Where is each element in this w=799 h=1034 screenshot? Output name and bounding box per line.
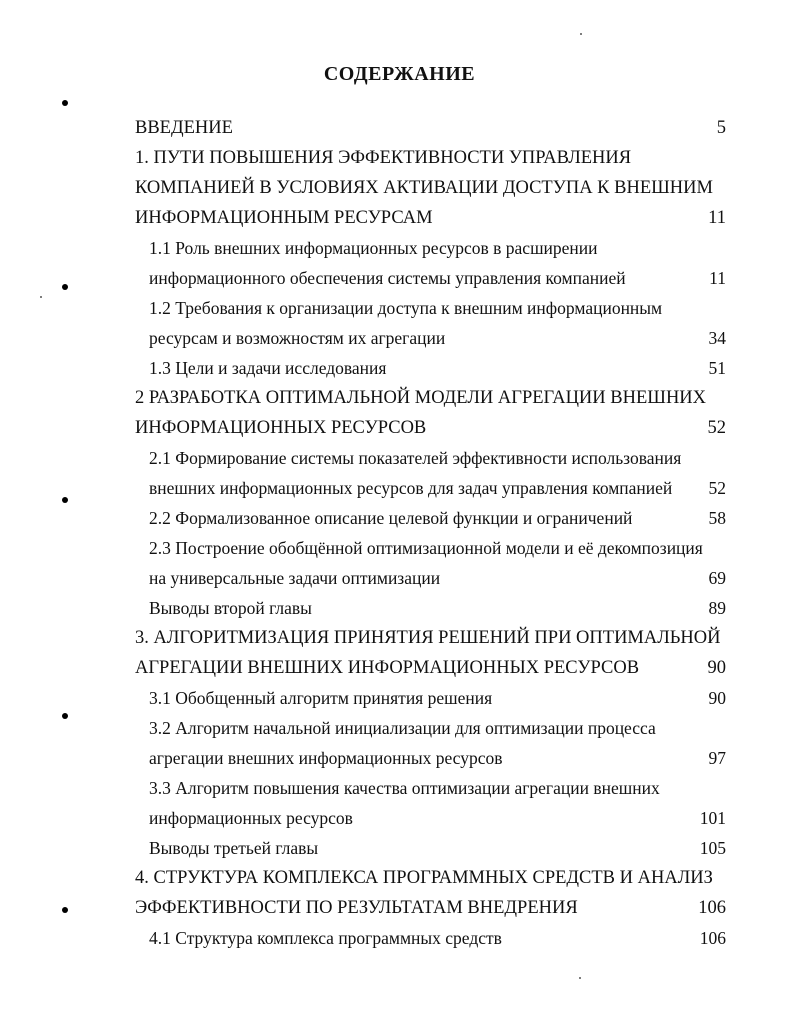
scan-mark	[62, 100, 68, 106]
toc-entry	[135, 413, 726, 443]
toc-entry	[149, 833, 726, 863]
toc-entry-text: 1.2 Требования к организации доступа к внешним информационным	[149, 298, 663, 318]
toc-entry-text: 4. СТРУКТУРА КОМПЛЕКСА ПРОГРАММНЫХ СРЕДСТВ И АНАЛИЗ	[135, 868, 713, 888]
scan-mark	[62, 713, 68, 719]
toc-page-number: 106	[699, 928, 726, 948]
toc-entry	[149, 923, 726, 953]
toc-entry-text: 2 РАЗРАБОТКА ОПТИМАЛЬНОЙ МОДЕЛИ АГРЕГАЦИИ ВНЕШНИХ	[135, 388, 707, 408]
toc-entry	[149, 593, 726, 623]
toc-entry	[149, 773, 726, 803]
toc-page-number: 90	[708, 688, 726, 708]
toc-entry-text: 1. ПУТИ ПОВЫШЕНИЯ ЭФФЕКТИВНОСТИ УПРАВЛЕНИЯ	[135, 148, 632, 168]
toc-entry	[135, 173, 726, 203]
toc-entry	[135, 863, 726, 893]
toc-entry	[149, 473, 726, 503]
toc-entry-text: ресурсам и возможностям их агрегации	[149, 328, 446, 348]
toc-entry-text: ИНФОРМАЦИОННЫХ РЕСУРСОВ	[135, 418, 427, 438]
scan-speck	[580, 33, 582, 35]
toc-entry-text: 1.1 Роль внешних информационных ресурсов в расширении	[149, 238, 598, 258]
toc-entry	[149, 713, 726, 743]
toc-page-number: 11	[709, 268, 726, 288]
toc-entry	[149, 683, 726, 713]
toc-entry	[135, 203, 726, 233]
toc-page-number: 52	[708, 478, 726, 498]
scan-mark	[62, 284, 68, 290]
toc-entry-text: 3.1 Обобщенный алгоритм принятия решения	[149, 688, 493, 708]
toc-entry	[149, 293, 726, 323]
toc-entry	[149, 443, 726, 473]
toc-entry	[149, 743, 726, 773]
toc-entry	[149, 323, 726, 353]
toc-entry-text: 3.2 Алгоритм начальной инициализации для оптимизации процесса	[149, 718, 656, 738]
toc-entry	[149, 563, 726, 593]
toc-page-number: 69	[708, 568, 726, 588]
toc-page-number: 51	[708, 358, 726, 378]
toc-page-number: 105	[699, 838, 726, 858]
toc-entry	[149, 503, 726, 533]
toc-entry-text: 4.1 Структура комплекса программных средств	[149, 928, 502, 948]
toc-page-number: 52	[707, 418, 726, 438]
toc-entry-text: агрегации внешних информационных ресурсов	[149, 748, 503, 768]
toc-page-number: 97	[708, 748, 726, 768]
toc-page-number: 11	[708, 208, 726, 228]
scan-mark	[62, 497, 68, 503]
toc-page-number: 89	[708, 598, 726, 618]
scan-mark	[62, 907, 68, 913]
toc-entry-text: ВВЕДЕНИЕ	[135, 118, 233, 138]
toc-entry-text: 3.3 Алгоритм повышения качества оптимизации агрегации внешних	[149, 778, 660, 798]
toc-page-number: 5	[716, 118, 726, 138]
toc-entry-text: информационных ресурсов	[149, 808, 353, 828]
toc-page-number: 90	[707, 658, 726, 678]
toc-entry-text: ИНФОРМАЦИОННЫМ РЕСУРСАМ	[135, 208, 433, 228]
scan-speck	[579, 977, 581, 979]
scan-speck	[40, 296, 42, 298]
toc-entry	[149, 533, 726, 563]
toc-entry	[135, 893, 726, 923]
toc-entry-text: 3. АЛГОРИТМИЗАЦИЯ ПРИНЯТИЯ РЕШЕНИЙ ПРИ ОПТИМАЛЬНОЙ	[135, 628, 721, 648]
toc-entry-text: АГРЕГАЦИИ ВНЕШНИХ ИНФОРМАЦИОННЫХ РЕСУРСОВ	[135, 658, 640, 678]
toc-entry	[149, 233, 726, 263]
toc-entry-text: КОМПАНИЕЙ В УСЛОВИЯХ АКТИВАЦИИ ДОСТУПА К ВНЕШНИМ	[135, 178, 713, 198]
toc-entry-text: ЭФФЕКТИВНОСТИ ПО РЕЗУЛЬТАТАМ ВНЕДРЕНИЯ	[135, 898, 578, 918]
toc-entry	[135, 623, 726, 653]
toc-entry-text: 2.3 Построение обобщённой оптимизационной модели и её декомпозиция	[149, 538, 703, 558]
toc-entry	[135, 113, 726, 143]
toc-entry-text: Выводы третьей главы	[149, 838, 319, 858]
toc-entry-text: 1.3 Цели и задачи исследования	[149, 358, 387, 378]
toc-entry-text: информационного обеспечения системы управления компанией	[149, 268, 626, 288]
toc-entry	[149, 803, 726, 833]
toc-entry-text: 2.2 Формализованное описание целевой функции и ограничений	[149, 508, 633, 528]
toc-page-number: 101	[699, 808, 726, 828]
page-title: СОДЕРЖАНИЕ	[323, 63, 476, 85]
toc-entry-text: внешних информационных ресурсов для задач управления компанией	[149, 478, 673, 498]
toc-entry	[135, 383, 726, 413]
toc-entry	[135, 653, 726, 683]
toc-entry	[135, 143, 726, 173]
toc-page-number: 58	[708, 508, 726, 528]
toc-entry	[149, 263, 726, 293]
toc-entry-text: Выводы второй главы	[149, 598, 312, 618]
toc-page-number: 34	[708, 328, 726, 348]
toc-entry-text: 2.1 Формирование системы показателей эффективности использования	[149, 448, 682, 468]
toc-entry	[149, 353, 726, 383]
toc-page-number: 106	[698, 898, 726, 918]
toc-entry-text: на универсальные задачи оптимизации	[149, 568, 441, 588]
